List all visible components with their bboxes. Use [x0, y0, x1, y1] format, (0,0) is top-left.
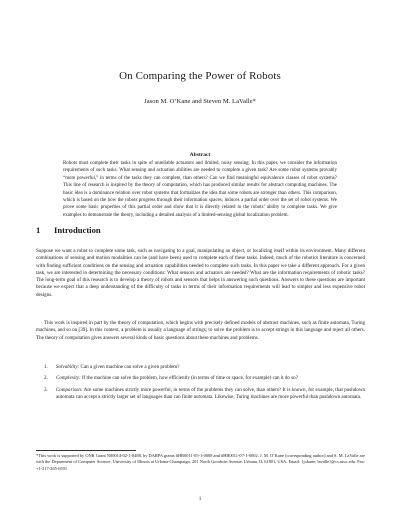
- list-number: 3.: [44, 386, 48, 393]
- list-label: Solvability:: [56, 364, 80, 370]
- list-label: Comparison:: [56, 386, 83, 393]
- list-item: [36, 364, 365, 371]
- section-number: 1: [36, 225, 41, 235]
- paragraph: Suppose we want a robot to complete some task, such as navigating to a goal, manipulating an object, or localizing itself within its environment. Many different combinations of sensing and motion modalities can be (and have been) used to complete each of these tasks. Indeed, much of the robotics literature is concerned with finding sufficient conditions on the sensing and actuation capabilities needed to complete such tasks. In this paper we take a different approach. For a given task, we are interested in determining the necessary conditions: What sensors and actuators are needed? What are the information requirements of robotic tasks? The long-term goal of this research is to develop a theory of robots and sensors that helps in answering such questions. Answers to these questions are important because we expect that a deep understanding of the difficulty of tasks in terms of their information requirements will lead to simpler and less expensive robot designs.: [36, 248, 365, 298]
- list-text: Can a given machine can solve a given problem?: [80, 364, 180, 370]
- list-text: Are some machines strictly more powerful, in terms of the problems they can solve, than others? It is known, for example, that pushdown automata can accept a strictly larger set of languages than can finite automata. Likewise, Turing machines are more powerful than pushdown automata.: [56, 386, 366, 400]
- abstract-text: Robots must complete their tasks in spite of unreliable actuators and limited, noisy sensing. In this paper, we consider the information requirements of such tasks. What sensing and actuation abilities are needed to complete a given task? Are some robot systems provably “more powerful,” in terms of the tasks they can complete, than others? Can we find meaningful equivalence classes of robot systems? This line of research is inspired by the theory of computation, which has produced similar results for abstract computing machines. The basic idea is a dominance relation over robot systems that formalizes the idea that some robots are stronger than others. This comparison, which is based on the how the robots progress through their information spaces, induces a partial order over the set of robot systems. We prove some basic properties of this partial order and show that it is directly related to the robots’ ability to complete tasks. We give examples to demonstrate the theory, including a detailed analysis of a limited-sensing global localization problem.: [63, 161, 337, 218]
- list-item: [36, 387, 365, 402]
- abstract-heading: Abstract: [189, 152, 211, 158]
- list-number: 2.: [44, 375, 48, 382]
- paper-title: On Comparing the Power of Robots: [119, 70, 281, 82]
- question-list: [36, 364, 365, 405]
- section-heading: [36, 225, 101, 235]
- section-title: Introduction: [54, 225, 101, 235]
- list-label: Complexity:: [56, 375, 81, 382]
- paragraph: This work is inspired in part by the theory of computation, which begins with precisely defined models of abstract machines, such as finite automata, Turing machines, and so on [39]. In this context, a problem is usually a language of strings; to solve the problem is to accept strings in this language and reject all others. The theory of computation gives answers several kinds of basic questions about these machines and problems.: [36, 320, 365, 341]
- footnote-rule: [36, 450, 136, 451]
- footnote: *This work is supported by ONR Grant N00014-02-1-0488, by DARPA grants #HR0011-05-1-0008 and #HR0011-07-1-0002. J. M. O’Kane (corresponding author) and S. M. LaValle are with the Department of Computer Science, University of Illinois at Urbana-Champaign, 201 North Goodwin Avenue, Urbana, IL 61801, USA. Email: {jokane, lavalle}@cs.uiuc.edu. Fax: +1-217-265-6591: [36, 453, 365, 471]
- list-number: 1.: [44, 364, 48, 370]
- list-item: [36, 375, 365, 382]
- author-line: Jason M. O’Kane and Steven M. LaValle*: [144, 98, 256, 105]
- page-number: 1: [198, 496, 202, 502]
- list-text: If the machine can solve the problem, how efficiently (in terms of time or space, for example) can it do so?: [81, 375, 298, 382]
